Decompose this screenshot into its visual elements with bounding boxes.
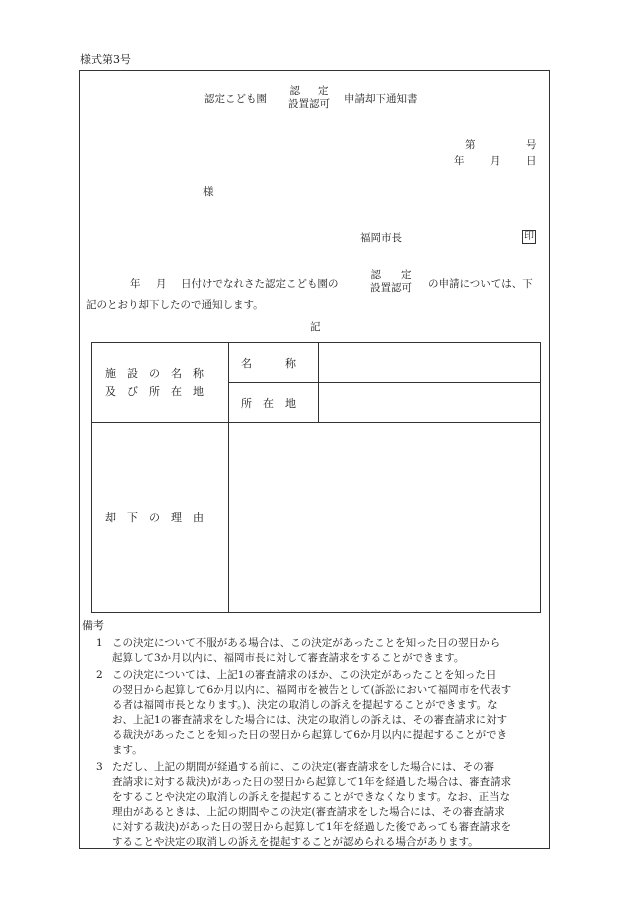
- doc-number-dai: 第: [465, 139, 476, 151]
- note-line: することや決定の取消しの訴えを提起することが認められる場合があります。: [112, 836, 479, 848]
- date-month: 月: [490, 155, 501, 167]
- name-label: 名 称: [229, 343, 319, 383]
- note-line: ただし、上記の期間が経過する前に、この決定(審査請求をした場合には、その審: [112, 761, 495, 773]
- intro-after-stack: の申請については、下: [428, 278, 533, 290]
- intro-month: 月: [156, 278, 167, 290]
- note-number: 2: [96, 669, 103, 681]
- facility-label-cell: [92, 343, 229, 423]
- intro-line-2: 記のとおり却下したので通知します。: [86, 299, 264, 311]
- note-line: この決定について不服がある場合は、この決定があったことを知った日の翌日から: [112, 637, 501, 649]
- facility-label-line-2: 及 び 所 在 地: [105, 384, 204, 398]
- title-stack: [284, 86, 334, 109]
- title-stack-bottom: 設置認可: [288, 97, 330, 110]
- title-suffix: 申請却下通知書: [344, 93, 418, 105]
- form-number: 様式第3号: [80, 53, 131, 66]
- note-line: をすることや決定の取消しの訴えを提起することができなくなります。なお、正当な: [112, 791, 511, 803]
- intro-year: 年: [130, 278, 141, 290]
- intro-stack-top-1: 認: [370, 269, 381, 281]
- location-value[interactable]: [319, 383, 541, 423]
- seal-stamp: 印: [524, 231, 534, 242]
- issuer-name: 福岡市長: [360, 232, 402, 244]
- date-year: 年: [454, 155, 465, 167]
- note-line: 理由があるときは、上記の期間やこの決定(審査請求をした場合には、その審査請求: [112, 806, 505, 818]
- addressee-honorific: 様: [203, 186, 214, 198]
- note-line: に対する裁決)があった日の翌日から起算して1年を経過した後であっても審査請求を: [112, 821, 512, 833]
- name-value[interactable]: [319, 343, 541, 383]
- intro-stack: [365, 270, 417, 293]
- note-line: る裁決があったことを知った日の翌日から起算して6か月以内に提起することができ: [112, 729, 508, 741]
- location-label: 所 在 地: [229, 383, 319, 423]
- note-line: お、上記1の審査請求をした場合には、決定の取消しの訴えは、その審査請求に対す: [112, 714, 508, 726]
- note-line: の翌日から起算して6か月以内に、福岡市を被告として(訴訟において福岡市を代表す: [112, 684, 512, 696]
- note-line: ます。: [112, 744, 143, 756]
- title-stack-top-1: 認: [289, 85, 300, 97]
- intro-stack-bottom: 設置認可: [370, 281, 412, 294]
- facility-label-line-1: 施 設 の 名 称: [105, 367, 204, 381]
- note-line: る者は福岡市長となります。)、決定の取消しの訴えを提起することができます。な: [112, 699, 498, 711]
- ki-heading: 記: [310, 321, 321, 333]
- note-line: この決定については、上記1の審査請求のほか、この決定があったことを知った日: [112, 669, 497, 681]
- notes-title: 備考: [82, 619, 104, 632]
- note-line: 起算して3か月以内に、福岡市長に対して審査請求をすることができます。: [112, 652, 465, 664]
- detail-table: [91, 342, 541, 613]
- note-number: 1: [96, 637, 103, 649]
- title-prefix: 認定こども園: [204, 93, 267, 105]
- note-number: 3: [96, 761, 103, 773]
- reason-value[interactable]: [229, 423, 541, 613]
- title-stack-top-2: 定: [318, 85, 329, 97]
- intro-stack-top-2: 定: [401, 269, 412, 281]
- date-day: 日: [526, 155, 537, 167]
- note-line: 査請求に対する裁決)があった日の翌日から起算して1年を経過した場合は、審査請求: [112, 776, 512, 788]
- doc-number-gou: 号: [526, 139, 537, 151]
- intro-day-part: 日付けでなれさた認定こども園の: [181, 278, 339, 290]
- reason-label: 却 下 の 理 由: [92, 423, 229, 613]
